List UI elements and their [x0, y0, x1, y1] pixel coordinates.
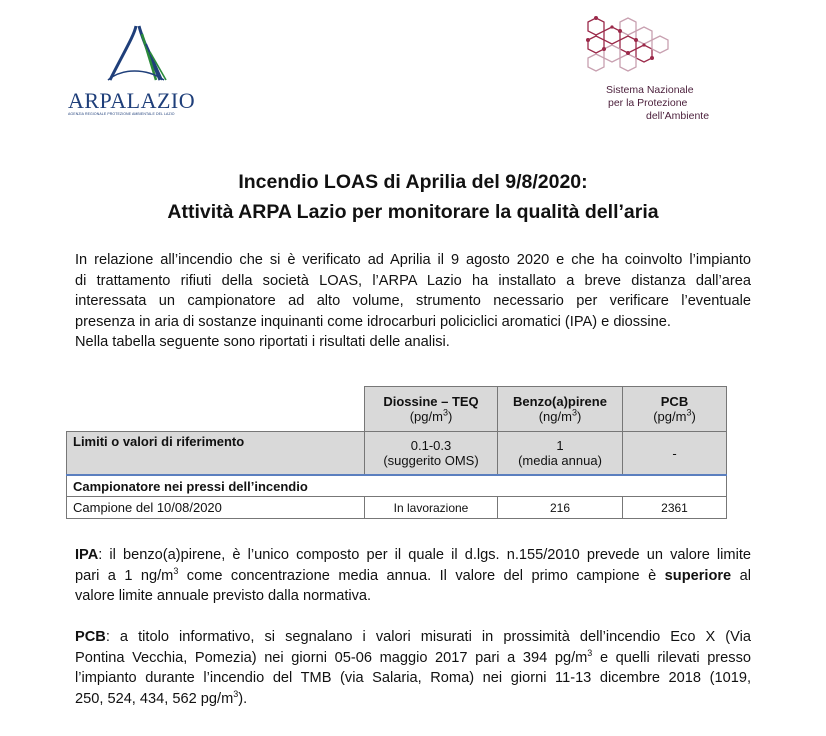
- ipa-line-3: valore limite annuale previsto dalla normativa.: [75, 588, 372, 604]
- intro-line-2: di trattamento rifiuti della società LOAS, l’ARPA Lazio ha installato a breve distanza dall’area: [75, 272, 751, 289]
- snpa-logo: [568, 12, 758, 132]
- limit-pcb: -: [623, 432, 727, 476]
- header-pcb: PCB $(pg/m^3)$: [623, 387, 727, 432]
- limits-row: [67, 432, 727, 476]
- header-diossine: Diossine – TEQ $(pg/m^3)$: [365, 387, 498, 432]
- results-table: [66, 386, 727, 519]
- intro-paragraph: [75, 250, 751, 353]
- sample-diossine: In lavorazione: [365, 497, 498, 519]
- intro-line-1: In relazione all’incendio che si è verificato ad Aprilia il 9 agosto 2020 e che ha coinvolto l’impianto: [75, 252, 751, 268]
- sample-benzoapirene: 216: [498, 497, 623, 519]
- pcb-line-4: 250, 524, 434, 562 $pg/m^3$).: [75, 688, 248, 707]
- limit-benzoapirene: 1 (media annua): [498, 432, 623, 476]
- arpa-lazio-emblem-icon: [64, 22, 204, 92]
- intro-line-3: interessata un campionatore ad alto volume, strumento necessario per verificare l’eventuale: [75, 293, 751, 309]
- intro-line-4: presenza in aria di sostanze inquinanti come idrocarburi policiclici aromatici (IPA) e diossine.: [75, 313, 671, 330]
- limits-label: Limiti o valori di riferimento: [67, 432, 365, 476]
- snpa-line-2: per la Protezione: [608, 97, 688, 109]
- pcb-paragraph: [75, 627, 751, 709]
- ipa-paragraph: [75, 545, 751, 607]
- sample-pcb: 2361: [623, 497, 727, 519]
- section-row: [67, 475, 727, 497]
- ipa-line-1: IPA: il benzo(a)pirene, è l’unico composto per il quale il d.lgs. n.155/2010 prevede un valore limite: [75, 547, 751, 563]
- ipa-line-2: pari a 1 $ng/m^3$ come concentrazione media annua. Il valore del primo campione è superiore al: [75, 565, 751, 584]
- table-header-row: [67, 387, 727, 432]
- table-row: [67, 497, 727, 519]
- snpa-line-1: Sistema Nazionale: [606, 84, 694, 96]
- pcb-line-1: PCB: a titolo informativo, si segnalano i valori misurati in prossimità dell’incendio Eco X (Via: [75, 629, 751, 645]
- arpa-lazio-tagline: AGENZIA REGIONALE PROTEZIONE AMBIENTALE DEL LAZIO: [68, 112, 175, 116]
- hexagon-network-icon: [568, 12, 678, 92]
- empty-header-cell: [67, 387, 365, 432]
- limit-diossine: 0.1-0.3 (suggerito OMS): [365, 432, 498, 476]
- sample-label: Campione del 10/08/2020: [67, 497, 365, 519]
- snpa-line-3: dell’Ambiente: [646, 110, 710, 122]
- page-subtitle: Attività ARPA Lazio per monitorare la qualità dell’aria: [167, 201, 659, 223]
- page-title: Incendio LOAS di Aprilia del 9/8/2020:: [238, 171, 588, 193]
- intro-line-5: Nella tabella seguente sono riportati i risultati delle analisi.: [75, 334, 450, 350]
- section-label: Campionatore nei pressi dell’incendio: [67, 475, 727, 497]
- pcb-line-3: l’impianto durante l’incendio del TMB (via Salaria, Roma) nei giorni 11-13 dicembre 2018 (1019,: [75, 670, 751, 686]
- arpa-lazio-logo: [64, 22, 204, 122]
- header-benzoapirene: Benzo(a)pirene $(ng/m^3)$: [498, 387, 623, 432]
- pcb-line-2: Pontina Vecchia, Pomezia) nei giorni 05-06 maggio 2017 pari a 394 $pg/m^3$ e quelli rilevati presso: [75, 647, 751, 666]
- arpa-lazio-wordmark: ARPALAZIO: [68, 88, 196, 113]
